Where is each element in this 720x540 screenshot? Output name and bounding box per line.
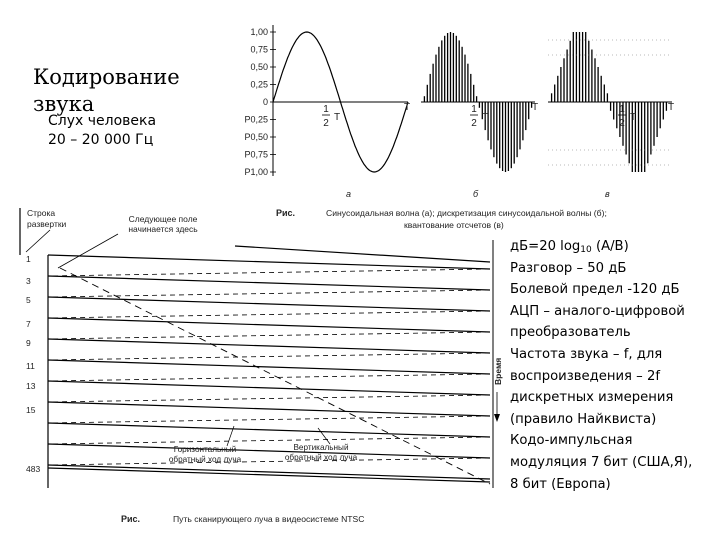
t-label-b-half: T — [482, 112, 489, 123]
panel-label-a: а — [346, 189, 352, 199]
t-label-c: T — [668, 102, 675, 113]
scan-line-number: 1 — [26, 254, 31, 264]
db-suffix: (А/В) — [591, 239, 629, 254]
scanline-label-1: Строка — [27, 208, 56, 218]
ntsc-scan-figure — [15, 195, 503, 535]
retrace-line — [48, 332, 490, 339]
scan-line-number: 483 — [26, 464, 41, 474]
scan-line — [48, 318, 490, 332]
panel-label-c: в — [605, 189, 610, 199]
note-line: Болевой предел -120 дБ — [510, 282, 680, 298]
note-line: преобразователь — [510, 325, 631, 341]
scan-line — [48, 423, 490, 437]
time-axis-label: Время — [493, 357, 503, 385]
next-field-label-1: Следующее поле — [128, 214, 198, 224]
note-line: 8 бит (Европа) — [510, 476, 611, 492]
sine-caption-line-2: квантование отсчетов (в) — [404, 220, 504, 230]
retrace-line — [48, 269, 490, 276]
scan-line — [48, 381, 490, 395]
horiz-retrace-label-2: обратный ход луча — [168, 455, 242, 464]
scan-line-number: 3 — [26, 276, 31, 286]
t-label-a: T — [404, 102, 411, 113]
note-line: Частота звука – f, для — [510, 346, 663, 362]
horiz-retrace-label-1: Горизонтальный — [173, 445, 237, 454]
scan-line — [48, 444, 490, 458]
y-tick-label: P0,25 — [244, 114, 268, 125]
hearing-line-2: 20 – 20 000 Гц — [48, 132, 154, 148]
sine-caption-prefix: Рис. — [276, 208, 296, 218]
scan-line-number: 15 — [26, 405, 36, 415]
decibel-formula — [510, 236, 715, 258]
scan-line — [48, 468, 490, 482]
retrace-line — [48, 437, 490, 444]
scan-line — [48, 465, 490, 479]
retrace-line — [48, 374, 490, 381]
vert-retrace-pointer — [318, 428, 330, 444]
y-tick-label: P1,00 — [244, 167, 268, 177]
scan-line — [48, 402, 490, 416]
time-arrowhead-icon — [494, 414, 500, 422]
sine-caption-line-1: Синусоидальная волна (а); дискретизация синусоидальной волны (б); — [326, 208, 607, 218]
y-tick-label: 1,00 — [250, 27, 268, 37]
hearing-line-1: Слух человека — [48, 113, 157, 129]
y-tick-labels — [244, 27, 268, 177]
t-label-c-half: T — [630, 112, 637, 123]
panel-b-axis-labels — [470, 102, 538, 129]
scan-line — [48, 276, 490, 290]
scan-line-number: 7 — [26, 319, 31, 329]
scan-line-numbers — [26, 254, 40, 474]
hearing-range-text — [48, 112, 156, 150]
next-field-label-2: начинается здесь — [128, 224, 198, 234]
vert-retrace-label-1: Вертикальный — [293, 443, 349, 452]
scan-line — [48, 339, 490, 353]
retrace-line — [48, 416, 490, 423]
half-den-a: 2 — [323, 118, 329, 129]
scan-caption: Путь сканирующего луча в видеосистеме NTSC — [173, 514, 365, 524]
scan-line — [235, 246, 490, 262]
db-prefix: дБ=20 log — [510, 239, 581, 254]
slide-title — [33, 64, 193, 118]
retrace-line — [48, 290, 490, 297]
scanline-label — [27, 208, 67, 229]
scan-caption-prefix: Рис. — [121, 514, 141, 524]
half-num-a: 1 — [323, 104, 329, 115]
y-tick-label: 0 — [262, 97, 268, 107]
horiz-retrace-label — [169, 445, 242, 464]
half-num-b: 1 — [471, 104, 477, 115]
retrace-line — [48, 395, 490, 402]
y-tick-label: P0,50 — [244, 132, 268, 142]
note-line: модуляция 7 бит (США,Я), — [510, 454, 693, 470]
title-line-2: звука — [33, 92, 95, 116]
scan-lines — [48, 246, 490, 482]
note-line: Кодо-импульсная — [510, 433, 633, 449]
scan-line — [48, 297, 490, 311]
y-tick-label: 0,50 — [250, 62, 268, 72]
note-line: Разговор – 50 дБ — [510, 260, 627, 276]
t-label-b: T — [532, 102, 539, 113]
retrace-line — [48, 458, 490, 465]
half-num-c: 1 — [619, 104, 625, 115]
half-den-b: 2 — [471, 118, 477, 129]
retrace-line — [48, 311, 490, 318]
retrace-line — [48, 353, 490, 360]
panel-a-axis-labels — [322, 102, 410, 129]
scan-line-number: 13 — [26, 381, 36, 391]
scanline-label-2: развертки — [27, 219, 67, 229]
panel-label-b: б — [473, 189, 479, 199]
note-line: дискретных измерения — [510, 390, 674, 406]
notes-block — [510, 236, 715, 495]
next-field-pointer — [58, 234, 118, 268]
scan-line-number: 5 — [26, 295, 31, 305]
scan-line — [48, 255, 490, 269]
vert-retrace-label-2: обратный ход луча — [284, 453, 358, 462]
note-line: воспроизведения – 2f — [510, 368, 660, 384]
scanline-pointer — [26, 230, 50, 252]
note-line: (правило Найквиста) — [510, 411, 657, 427]
db-subscript: 10 — [580, 245, 592, 255]
t-label-a-half: T — [334, 112, 341, 123]
next-field-label — [128, 214, 198, 234]
y-tick-label: 0,25 — [250, 79, 268, 90]
scan-line-number: 9 — [26, 338, 31, 348]
title-line-1: Кодирование — [33, 65, 180, 89]
scan-line-number: 11 — [26, 361, 35, 371]
note-line: АЦП – аналого-цифровой — [510, 303, 685, 319]
half-den-c: 2 — [619, 118, 625, 129]
y-tick-label: P0,75 — [244, 149, 268, 160]
vert-retrace-label — [285, 443, 358, 462]
scan-line — [48, 360, 490, 374]
y-tick-label: 0,75 — [250, 44, 268, 55]
